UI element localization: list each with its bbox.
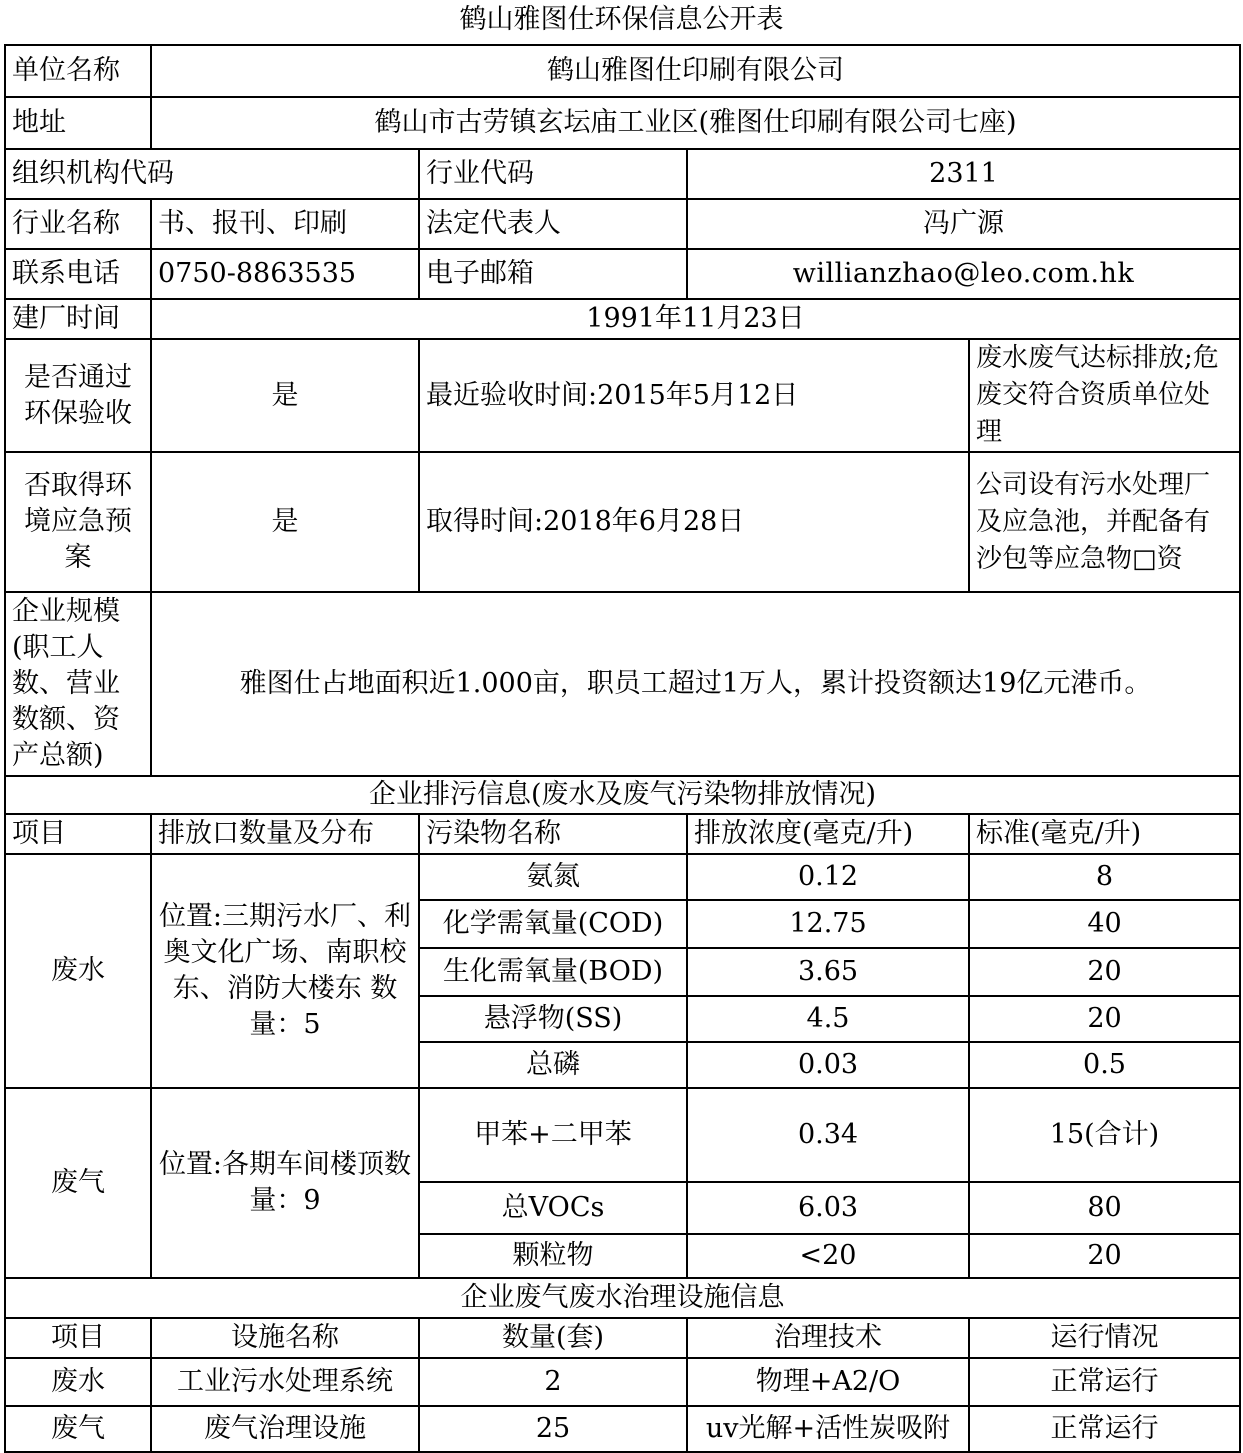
pollutant-standard: 15(合计) (969, 1088, 1240, 1182)
table-row (5, 339, 1240, 452)
emission-header-outlets: 排放口数量及分布 (151, 814, 419, 854)
scale-label: 企业规模(职工人数、营业数额、资产总额) (5, 592, 151, 776)
emergency-note: 公司设有污水处理厂及应急池，并配备有沙包等应急物□资 (969, 452, 1240, 592)
phone-label: 联系电话 (5, 249, 151, 299)
industry-code-value: 2311 (687, 149, 1240, 199)
table-row (5, 814, 1240, 854)
pollutant-name: 氨氮 (419, 854, 687, 900)
company-name-value: 鹤山雅图仕印刷有限公司 (151, 45, 1240, 97)
phone-value: 0750-8863535 (151, 249, 419, 299)
pollutant-standard: 20 (969, 1234, 1240, 1278)
pollutant-concentration: 0.03 (687, 1042, 969, 1088)
facility-name: 工业污水处理系统 (151, 1358, 419, 1406)
pollutant-standard: 8 (969, 854, 1240, 900)
facilities-header-item: 项目 (5, 1318, 151, 1358)
table-row (5, 1358, 1240, 1406)
scale-value: 雅图仕占地面积近1.000亩，职员工超过1万人，累计投资额达19亿元港币。 (151, 592, 1240, 776)
address-value: 鹤山市古劳镇玄坛庙工业区(雅图仕印刷有限公司七座) (151, 97, 1240, 149)
pollutant-concentration: 6.03 (687, 1182, 969, 1234)
pollutant-name: 化学需氧量(COD) (419, 900, 687, 948)
emission-header-item: 项目 (5, 814, 151, 854)
table-row (5, 1318, 1240, 1358)
facilities-header-count: 数量(套) (419, 1318, 687, 1358)
facility-count: 2 (419, 1358, 687, 1406)
pollutant-concentration: 4.5 (687, 996, 969, 1042)
emission-header-pollutant: 污染物名称 (419, 814, 687, 854)
pollutant-concentration: 12.75 (687, 900, 969, 948)
industry-name-value: 书、报刊、印刷 (151, 199, 419, 249)
table-row (5, 452, 1240, 592)
emergency-value: 是 (151, 452, 419, 592)
legal-rep-value: 冯广源 (687, 199, 1240, 249)
pollutant-name: 甲苯+二甲苯 (419, 1088, 687, 1182)
pollutant-name: 总磷 (419, 1042, 687, 1088)
facilities-header-status: 运行情况 (969, 1318, 1240, 1358)
org-code-label: 组织机构代码 (5, 149, 419, 199)
pollutant-standard: 20 (969, 948, 1240, 996)
pollutant-standard: 0.5 (969, 1042, 1240, 1088)
emergency-date: 取得时间:2018年6月28日 (419, 452, 969, 592)
pollutant-concentration: <20 (687, 1234, 969, 1278)
facility-name: 废气治理设施 (151, 1406, 419, 1452)
facility-count: 25 (419, 1406, 687, 1452)
acceptance-date: 最近验收时间:2015年5月12日 (419, 339, 969, 452)
wastegas-category: 废气 (5, 1088, 151, 1278)
facilities-section-title: 企业废气废水治理设施信息 (5, 1278, 1240, 1318)
pollutant-concentration: 3.65 (687, 948, 969, 996)
acceptance-note: 废水废气达标排放;危废交符合资质单位处理 (969, 339, 1240, 452)
acceptance-value: 是 (151, 339, 419, 452)
table-row (5, 854, 1240, 900)
pollutant-name: 总VOCs (419, 1182, 687, 1234)
legal-rep-label: 法定代表人 (419, 199, 687, 249)
table-row (5, 592, 1240, 776)
pollutant-name: 悬浮物(SS) (419, 996, 687, 1042)
founded-label: 建厂时间 (5, 299, 151, 339)
pollutant-concentration: 0.34 (687, 1088, 969, 1182)
facility-status: 正常运行 (969, 1358, 1240, 1406)
table-row (5, 299, 1240, 339)
company-name-label: 单位名称 (5, 45, 151, 97)
facility-tech: uv光解+活性炭吸附 (687, 1406, 969, 1452)
facility-tech: 物理+A2/O (687, 1358, 969, 1406)
table-row (5, 199, 1240, 249)
facility-item: 废水 (5, 1358, 151, 1406)
email-label: 电子邮箱 (419, 249, 687, 299)
facility-item: 废气 (5, 1406, 151, 1452)
page-title: 鹤山雅图仕环保信息公开表 (459, 4, 784, 35)
wastegas-outlets: 位置:各期车间楼顶数量：9 (151, 1088, 419, 1278)
disclosure-table (4, 44, 1241, 1453)
pollutant-standard: 80 (969, 1182, 1240, 1234)
table-row (5, 1088, 1240, 1182)
emission-header-standard: 标准(毫克/升) (969, 814, 1240, 854)
pollutant-concentration: 0.12 (687, 854, 969, 900)
emergency-label: 否取得环境应急预案 (5, 452, 151, 592)
table-row (5, 97, 1240, 149)
wastewater-category: 废水 (5, 854, 151, 1088)
pollutant-name: 颗粒物 (419, 1234, 687, 1278)
industry-name-label: 行业名称 (5, 199, 151, 249)
pollutant-standard: 40 (969, 900, 1240, 948)
table-row (5, 149, 1240, 199)
table-row (5, 249, 1240, 299)
table-row (5, 1406, 1240, 1452)
facility-status: 正常运行 (969, 1406, 1240, 1452)
emission-header-concentration: 排放浓度(毫克/升) (687, 814, 969, 854)
table-row (5, 776, 1240, 814)
table-row (5, 45, 1240, 97)
wastewater-outlets: 位置:三期污水厂、利奥文化广场、南职校东、消防大楼东 数量：5 (151, 854, 419, 1088)
facilities-header-tech: 治理技术 (687, 1318, 969, 1358)
emission-section-title: 企业排污信息(废水及废气污染物排放情况) (5, 776, 1240, 814)
industry-code-label: 行业代码 (419, 149, 687, 199)
pollutant-name: 生化需氧量(BOD) (419, 948, 687, 996)
address-label: 地址 (5, 97, 151, 149)
founded-value: 1991年11月23日 (151, 299, 1240, 339)
email-value: willianzhao@leo.com.hk (687, 249, 1240, 299)
facilities-header-name: 设施名称 (151, 1318, 419, 1358)
pollutant-standard: 20 (969, 996, 1240, 1042)
table-row (5, 1278, 1240, 1318)
acceptance-label: 是否通过环保验收 (5, 339, 151, 452)
